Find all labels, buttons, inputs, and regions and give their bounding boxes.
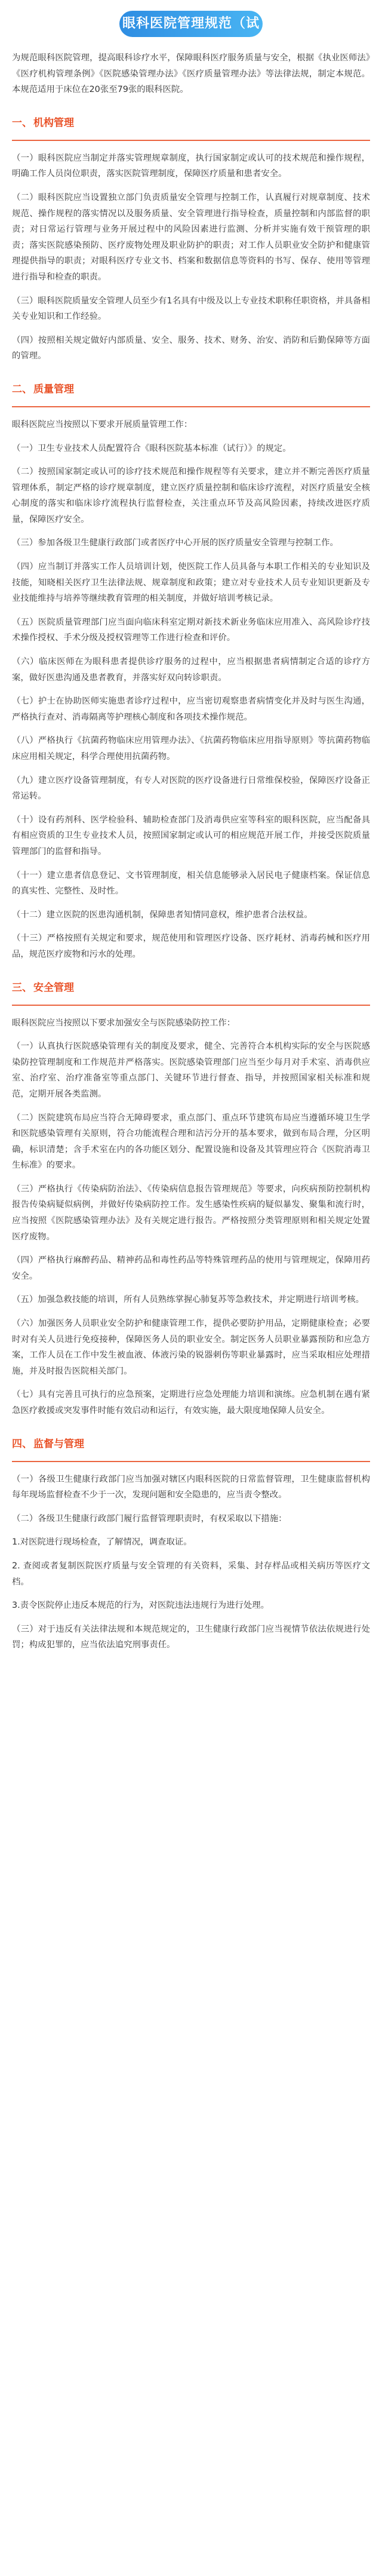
section-number: 三、 <box>12 982 32 994</box>
document-title-banner: 眼科医院管理规范（试行） <box>119 11 263 37</box>
paragraph: （一）卫生专业技术人员配置符合《眼科医院基本标准（试行）》的规定。 <box>12 443 291 453</box>
document-page <box>0 11 382 2576</box>
paragraph: （一）认真执行医院感染管理有关的制度及要求，健全、完善符合本机构实际的安全与医院感染防控管理制度和工作规范并严格落实。医院感染管理部门应当至少每月对手术室、消毒供应室、治疗室、治疗准备室等重点部门、关键环节进行督查、指导，并按照国家相关标准和规范，定期开展各类监测。 <box>12 1042 370 1099</box>
paragraph: （八）严格执行《抗菌药物临床应用管理办法》、《抗菌药物临床应用指导原则》等抗菌药物临床应用相关规定，科学合理使用抗菌药物。 <box>12 736 370 762</box>
paragraph: （十三）严格按照有关规定和要求，规范使用和管理医疗设备、医疗耗材、消毒药械和医疗用品，规范医疗废物和污水的处理。 <box>12 934 370 959</box>
paragraph: （四）严格执行麻醉药品、精神药品和毒性药品等特殊管理药品的使用与管理规定，保障用药安全。 <box>12 1255 370 1281</box>
section-divider <box>12 1005 370 1006</box>
paragraph: 2. 查阅或者复制医院医疗质量与安全管理的有关资料，采集、封存样品或相关病历等医疗文档。 <box>12 1561 370 1587</box>
section-divider <box>12 140 370 141</box>
paragraph: （二）医院建筑布局应当符合无障碍要求，重点部门、重点环节建筑布局应当遵循环境卫生学和医院感染管理有关原则，符合功能流程合理和洁污分开的基本要求，做到布局合理，分区明确，标识清楚；含手术室在内的各功能区划分、配置设施和设备及其管理应符合《医院消毒卫生标准》的要求。 <box>12 1113 370 1171</box>
paragraph: （四）按照相关规定做好内部质量、安全、服务、技术、财务、治安、消防和后勤保障等方面的管理。 <box>12 335 370 361</box>
section-divider <box>12 406 370 407</box>
paragraph: （一）眼科医院应当制定并落实管理规章制度，执行国家制定或认可的技术规范和操作规程，明确工作人员岗位职责，落实医院管理制度，保障医疗质量和患者安全。 <box>12 153 370 179</box>
paragraph: （三）参加各级卫生健康行政部门或者医疗中心开展的医疗质量安全管理与控制工作。 <box>12 538 338 548</box>
paragraph: （七）具有完善且可执行的应急预案，定期进行应急处理能力培训和演练。应急机制在遇有紧急医疗救援或突发事件时能有效启动和运行，有效实施，最大限度地保障人员安全。 <box>12 1390 370 1416</box>
paragraph: 眼科医院应当按照以下要求加强安全与医院感染防控工作： <box>12 1018 236 1028</box>
paragraph: （六）临床医师在为眼科患者提供诊疗服务的过程中，应当根据患者病情制定合适的诊疗方案，做好医患沟通及患者教育，并落实好双向转诊职责。 <box>12 657 370 683</box>
paragraph: （一）各级卫生健康行政部门应当加强对辖区内眼科医院的日常监督管理，卫生健康监督机构每年现场监督检查不少于一次，发现问题和安全隐患的，应当责令整改。 <box>12 1474 370 1500</box>
paragraph: （十一）建立患者信息登记、文书管理制度，相关信息能够录入居民电子健康档案。保证信息的真实性、完整性、及时性。 <box>12 870 370 896</box>
paragraph: （三）对于违反有关法律法规和本规范规定的，卫生健康行政部门应当视情节依法依规进行处罚；构成犯罪的，应当依法追究刑事责任。 <box>12 1624 370 1650</box>
paragraph: （三）眼科医院质量安全管理人员至少有1名具有中级及以上专业技术职称任职资格，并具备相关专业知识和工作经验。 <box>12 296 370 322</box>
section-heading-organization <box>12 111 370 133</box>
paragraph: （五）加强急救技能的培训，所有人员熟练掌握心肺复苏等急救技术，并定期进行培训考核。 <box>12 1295 365 1305</box>
paragraph: （二）各级卫生健康行政部门履行监督管理职责时，有权采取以下措施： <box>12 1513 287 1524</box>
paragraph: （六）加强医务人员职业安全防护和健康管理工作，提供必要防护用品，定期健康检查；必要时对有关人员进行免疫接种，保障医务人员的职业安全。制定医务人员职业暴露预防和应急方案，工作人员在工作中发生被血液、体液污染的锐器刺伤等职业暴露时，应当采取相应处理措施，并及时报告医院相关部门。 <box>12 1319 370 1376</box>
section-number: 二、 <box>12 383 32 396</box>
paragraph: （五）医院质量管理部门应当面向临床科室定期对新技术新业务临床应用准入、高风险诊疗技术操作授权、手术分级及授权管理等工作进行检查和评价。 <box>12 617 370 643</box>
paragraph: （七）护士在协助医师实施患者诊疗过程中，应当密切观察患者病情变化并及时与医生沟通，严格执行查对、消毒隔离等护理核心制度和各项技术操作规范。 <box>12 696 370 722</box>
paragraph: （二）按照国家制定或认可的诊疗技术规范和操作规程等有关要求，建立并不断完善医疗质量管理体系，制定严格的诊疗规章制度，建立医疗质量控制和临床诊疗流程，对医疗质量安全核心制度的落实和临床诊疗流程执行监督检查，关注重点环节及高风险因素，持续改进医疗质量，保障医疗安全。 <box>12 467 370 524</box>
section-number: 四、 <box>12 1438 32 1451</box>
section-title: 安全管理 <box>33 982 74 994</box>
paragraph: 1.对医院进行现场检查，了解情况，调查取证。 <box>12 1537 192 1548</box>
section-title: 监督与管理 <box>33 1438 84 1451</box>
paragraph: 3.责令医院停止违反本规范的行为，对医院违法违规行为进行处理。 <box>12 1601 270 1611</box>
paragraph: （九）建立医疗设备管理制度，有专人对医院的医疗设备进行日常维保校验，保障医疗设备正常运转。 <box>12 775 370 802</box>
paragraph: （二）眼科医院应当设置独立部门负责质量安全管理与控制工作，认真履行对规章制度、技术规范、操作规程的落实情况以及服务质量、安全管理进行指导检查，质量控制和内部监督的职责；对日常运行管理与业务开展过程中的风险因素进行监测、分析并实施有效干预管理的职责；落实医院感染预防、医疗废物处理及职业防护的职责；对工作人员职业安全防护和健康管理提供指导的职责；对眼科医疗专业文书、档案和数据信息等资料的书写、保存、使用等管理进行指导和检查的职责。 <box>12 192 370 282</box>
section-title: 质量管理 <box>33 383 74 396</box>
section-number: 一、 <box>12 117 32 130</box>
paragraph: （三）严格执行《传染病防治法》、《传染病信息报告管理规范》等要求，向疾病预防控制机构报告传染病疑似病例，并做好传染病防控工作。发生感染性疾病的疑似暴发、聚集和流行时，应当按照《医院感染管理办法》及有关规定进行报告。严格按照分类管理原则和相关规定处置医疗废物。 <box>12 1184 370 1242</box>
section-divider <box>12 1461 370 1462</box>
section-title: 机构管理 <box>33 117 74 130</box>
section-heading-safety <box>12 976 370 997</box>
paragraph: （四）应当制订并落实工作人员培训计划，使医院工作人员具备与本职工作相关的专业知识及技能，知晓相关医疗卫生法律法规、规章制度和政策；建立对专业技术人员专业知识更新及专业技能维持与培养等继续教育管理的相关制度，并做好培训考核记录。 <box>12 562 370 604</box>
paragraph: 眼科医院应当按照以下要求开展质量管理工作： <box>12 419 193 429</box>
paragraph: （十）设有药剂科、医学检验科、辅助检查部门及消毒供应室等科室的眼科医院，应当配备具有相应资质的卫生专业技术人员，按照国家制定或认可的相应规范开展工作，并接受医院质量管理部门的监督和指导。 <box>12 815 370 856</box>
paragraph: （十二）建立医院的医患沟通机制，保障患者知情同意权，维护患者合法权益。 <box>12 910 313 920</box>
intro-paragraph: 为规范眼科医院管理，提高眼科诊疗水平，保障眼科医疗服务质量与安全，根据《执业医师法》《医疗机构管理条例》《医院感染管理办法》《医疗质量管理办法》等法律法规，制定本规范。本规范适用于床位在20张至79张的眼科医院。 <box>12 53 370 95</box>
section-heading-supervision <box>12 1432 370 1454</box>
section-heading-quality <box>12 377 370 399</box>
